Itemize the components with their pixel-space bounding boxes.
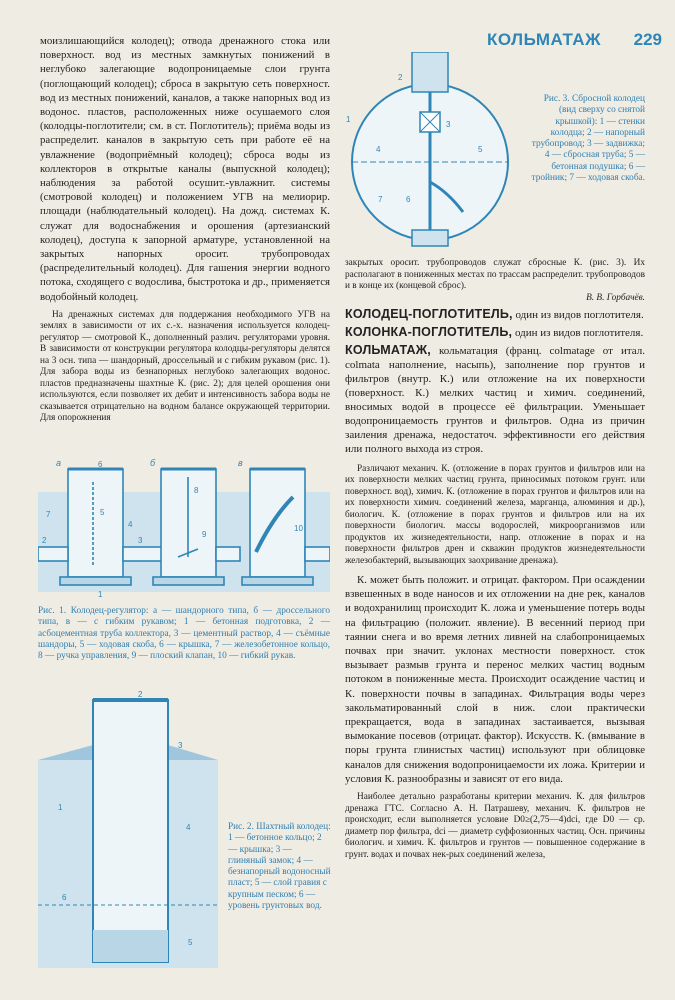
figure-2-shaft-well [38,690,218,968]
fig1-num-6: 6 [98,460,103,469]
paragraph-regulator-wells: На дренажных системах для поддержания необходимого УГВ на землях в зависимости от их с.-х. назначения используется колодец-регулятор — смотровой К., дополненный различ. регуляторами уровня. В зависимости от конструкции регулятора колодцы-регуляторы делятся на 3 осн. типа — шандорный, дроссельный и с гибким рукавом (рис. 1). Для забора воды из безнапорных неглубоко залегающих водонос. пластов предназначены шахтные К. (рис. 2); для целей орошения они используются, если позволяет их дебит и интенсивность забора воды не сказывается отрицательно на водном балансе окружающей территории. Для опорожнения [40,309,330,424]
figure-3-caption: Рис. 3. Сбросной колодец (вид сверху со снятой крышкой): 1 — стенки колодца; 2 — напорный трубопровод; 3 — задвижка; 4 — сбросная труба; 5 — бетонная подушка; 6 — тройник; 7 — ходовая скоба. [531,94,645,184]
fig1-num-1: 1 [98,590,103,599]
fig2-num-5: 5 [188,938,193,947]
fig1-num-3: 3 [138,536,143,545]
fig1-label-b: б [150,458,156,468]
figure-1-caption-box [38,606,330,662]
entry-kolodets-poglotitel-text: один из видов поглотителя. [515,308,644,321]
fig3-num-3: 3 [446,120,451,129]
right-column [345,258,645,861]
figure-3-discharge-well [338,52,523,247]
entry-kolodets-poglotitel-title: КОЛОДЕЦ-ПОГЛОТИТЕЛЬ, [345,306,513,321]
fig3-num-1: 1 [346,115,351,124]
fig2-num-2: 2 [138,690,143,699]
entry-kolmatazh-title: КОЛЬМАТАЖ, [345,342,431,357]
fig2-num-3: 3 [178,741,183,750]
fig1-num-10: 10 [294,524,303,533]
entry-kolonka-poglotitel-title: КОЛОНКА-ПОГЛОТИТЕЛЬ, [345,324,513,339]
figure-3-drawing [338,52,523,247]
fig2-shaft [93,700,168,962]
fig1-label-a: а [56,458,62,468]
paragraph-criteria: Наиболее детально разработаны критерии механич. К. для фильтров дренажа ГТС. Согласно А. Н. Патрашеву, механич. К. фильтров не происходит, если выполняется условие D0≥(2,75—4)dci, где D0 — ср. диаметр пор фильтра, dci — диаметр суффозионных частиц. Осн. причины биологич. и химич. К. фильтров и грунтов — повышенное содержание в грунт. водах и почвах нек-рых соединений железа, [345,792,645,860]
author-signature: В. В. Горбачёв. [586,292,645,303]
fig2-num-1: 1 [58,803,63,812]
fig1-num-5: 5 [100,508,105,517]
figure-2-drawing [38,690,218,968]
fig1-num-2: 2 [42,536,47,545]
left-column [40,34,330,425]
figure-3-caption-box [530,94,645,184]
fig3-num-2: 2 [398,73,403,82]
paragraph-factors: К. может быть положит. и отрицат. фактором. При осаждении взвешенных в воде наносов и их отложении на дне рек, каналов и водохранилищ происходит К. ложа и уменьшение потерь воды на фильтрацию (положит. явление). В весенний период при таянии снега и во время летних ливней на слабопроницаемых почвах при значит. уклонах местности поверхност. сток вызывает размыв грунта и перенос мелких частиц водным потоком в пониженные места. Происходит осаждение частиц и К. поверхности почвы в западинах. Фильтрация воды через закольматированный слой в ниж. слои практически прекращается, вода в западинах застаивается, вызывая вымокание посевов (отрицат. фактор). Искусств. К. (вмывание в поры грунта глинистых частиц) используют при облицовке каналов для снижения водопроницаемости их ложа. Критерии и условия К. разнообразны и зависят от его вида. [345,574,645,785]
fig1-label-v: в [238,458,243,468]
fig1-num-8: 8 [194,486,199,495]
figure-1-drawing [38,457,330,602]
fig2-gravel [93,930,168,962]
entry-kolmatazh-text: кольматация (франц. colmatage от итал. colmata наполнение, насыпь), заполнение пор грунтов и фильтров (внутр. К.) или отложение на их поверхности (поверхност. К.) мелких частиц и химич. соединений, вносимых водой в процессе её фильтрации. Уменьшает водопроницаемость грунтов и фильтров. Одна из причин заиления дренажа, недостаточ. эффективности его действия или полного выхода из строя. [345,344,645,455]
figure-2-caption: Рис. 2. Шахтный колодец: 1 — бетонное кольцо; 2 — крышка; 3 — глиняный замок; 4 — безнапорный водоносный пласт; 5 — слой гравия с крупным песком; 6 — уровень грунтовых вод. [228,822,331,912]
fig3-pipe-bottom [412,230,448,246]
entry-kolmatazh [345,343,645,456]
fig2-num-4: 4 [186,823,191,832]
fig3-pipe-top [412,52,448,92]
entry-kolonka-poglotitel [345,325,645,340]
fig3-num-6: 6 [406,195,411,204]
header-title: КОЛЬМАТАЖ [487,30,601,49]
entry-kolodets-poglotitel [345,307,645,322]
figure-1-caption: Рис. 1. Колодец-регулятор: а — шандорного типа, б — дроссельного типа, в — с гибким рукавом; 1 — бетонная подготовка, 2 — асбоцементная труба коллектора, 3 — цементный раствор, 4 — съёмные шандоры, 5 — ходовая скоба, 6 — крышка, 7 — железобетонное кольцо, 8 — ручка управления, 9 — плоский клапан, 10 — гибкий рукав. [38,606,330,662]
fig2-num-6: 6 [62,893,67,902]
figure-1-regulator-wells [38,457,330,602]
fig1-num-4: 4 [128,520,133,529]
entry-kolonka-poglotitel-text: один из видов поглотителя. [514,326,644,339]
fig3-num-7: 7 [378,195,383,204]
fig1-num-9: 9 [202,530,207,539]
fig1-num-7: 7 [46,510,51,519]
page-header [487,30,662,54]
paragraph-wells-purpose: моизлишающийся колодец); отвода дренажного стока или поверхност. вод из местных замкнутых понижений в неглубоко залегающие водопроницаемые слои грунта (поглощающий колодец); сброса в закрытую сеть поверхност. вод из местных понижений, каналов, а также напорных вод из водонос. пластов, расположенных ниже осушаемого слоя (колодцы-поглотители; см. в ст. Поглотитель); приёма воды из распределит. каналов в закрытую сеть при работе её на увлажнение (водоприёмный колодец); сброса воды из коллекторов в открытые каналы (выпускной колодец); наблюдения за работой осушит.-увлажнит. системы (смотровой колодец) и положением УГВ на мелиорир. площади (наблюдательный колодец). На дожд. системах К. служат для водоснабжения и орошения (артезианский колодец), доступа к запорной арматуре, установленной на закрытых напорных ороcит. трубопроводах (распределительный колодец). Для гашения энергии водного потока, сходящего с водослива, быстротока и др., применяется водобойный колодец. [40,35,330,303]
paragraph-types: Различают механич. К. (отложение в порах грунтов и фильтров или на их поверхности мелких частиц грунта, приносимых потоком грунт. или поверхност. вод), химич. К. (отложение в порах грунтов и фильтров или на их поверхности химич. соединений железа, марганца, алюминия и др.), биологич. К. (отложение в порах грунтов и фильтров или на их поверхности биологич. массы водорослей, микроорганизмов или продуктов их жизнедеятельности, напр. отложение в порах и на поверхности фильтров дрен и скважин продуктов жизнедеятельности железобактерий, вызывающих заохривание дренажа). [345,463,645,566]
paragraph-discharge-wells: закрытых ороcит. трубопроводов служат сбросные К. (рис. 3). Их располагают в пониженных местах по трассам распределит. трубопроводов и в конце их (концевой сброс). [345,258,645,291]
fig3-num-4: 4 [376,145,381,154]
fig3-num-5: 5 [478,145,483,154]
figure-2-caption-box [228,822,332,912]
page-number: 229 [633,30,662,49]
